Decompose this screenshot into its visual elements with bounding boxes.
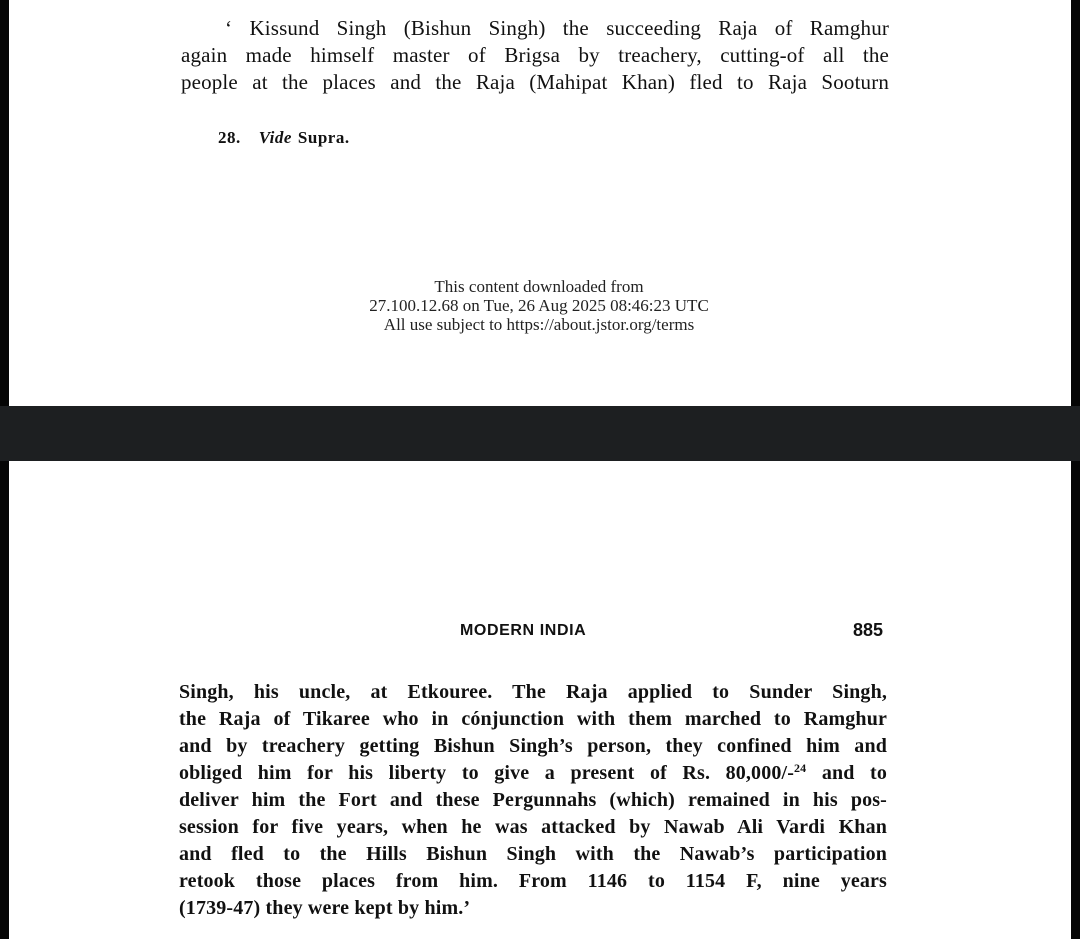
text-line: Singh, his uncle, at Etkouree. The Raja applied to Sunder Singh, [179,681,887,703]
text-line: deliver him the Fort and these Pergunnahs (which) remained in his pos- [179,789,887,811]
footnote [218,128,350,148]
text-line: and by treachery getting Bishun Singh’s person, they confined him and [179,735,887,757]
footnote-number: 28. [218,128,241,147]
watermark-line: All use subject to https://about.jstor.org/terms [383,315,695,334]
page-number: 885 [853,620,884,640]
text-line: (1739-47) they were kept by him.’ [179,897,471,919]
text-line: again made himself master of Brigsa by treachery, cutting-of all the [181,43,889,67]
running-head: MODERN INDIA [460,622,587,639]
page-top [9,0,1071,406]
text-line: retook those places from him. From 1146 to 1154 F, nine years [179,870,887,892]
text-segment: and to [806,762,887,784]
text-line: the Raja of Tikaree who in cónjunction with them marched to Ramghur [179,708,887,730]
text-line: session for five years, when he was attacked by Nawab Ali Vardi Khan [179,816,887,838]
text-line [179,760,887,787]
text-line: and fled to the Hills Bishun Singh with the Nawab’s participation [179,843,887,865]
page-separator [0,406,1080,461]
footnote-text: Supra. [297,128,350,147]
text-line: ‘ Kissund Singh (Bishun Singh) the succeeding Raja of Ramghur [225,16,889,40]
page-bottom [9,461,1071,939]
footnote-italic: Vide [258,128,292,147]
watermark-line: This content downloaded from [434,277,644,296]
footnote-ref: 24 [794,761,807,775]
text-line: people at the places and the Raja (Mahipat Khan) fled to Raja Sooturn [181,70,889,94]
text-segment: obliged him for his liberty to give a present of Rs. 80,000/- [179,762,795,784]
watermark-line: 27.100.12.68 on Tue, 26 Aug 2025 08:46:23 UTC [369,296,709,315]
download-watermark [209,277,869,334]
